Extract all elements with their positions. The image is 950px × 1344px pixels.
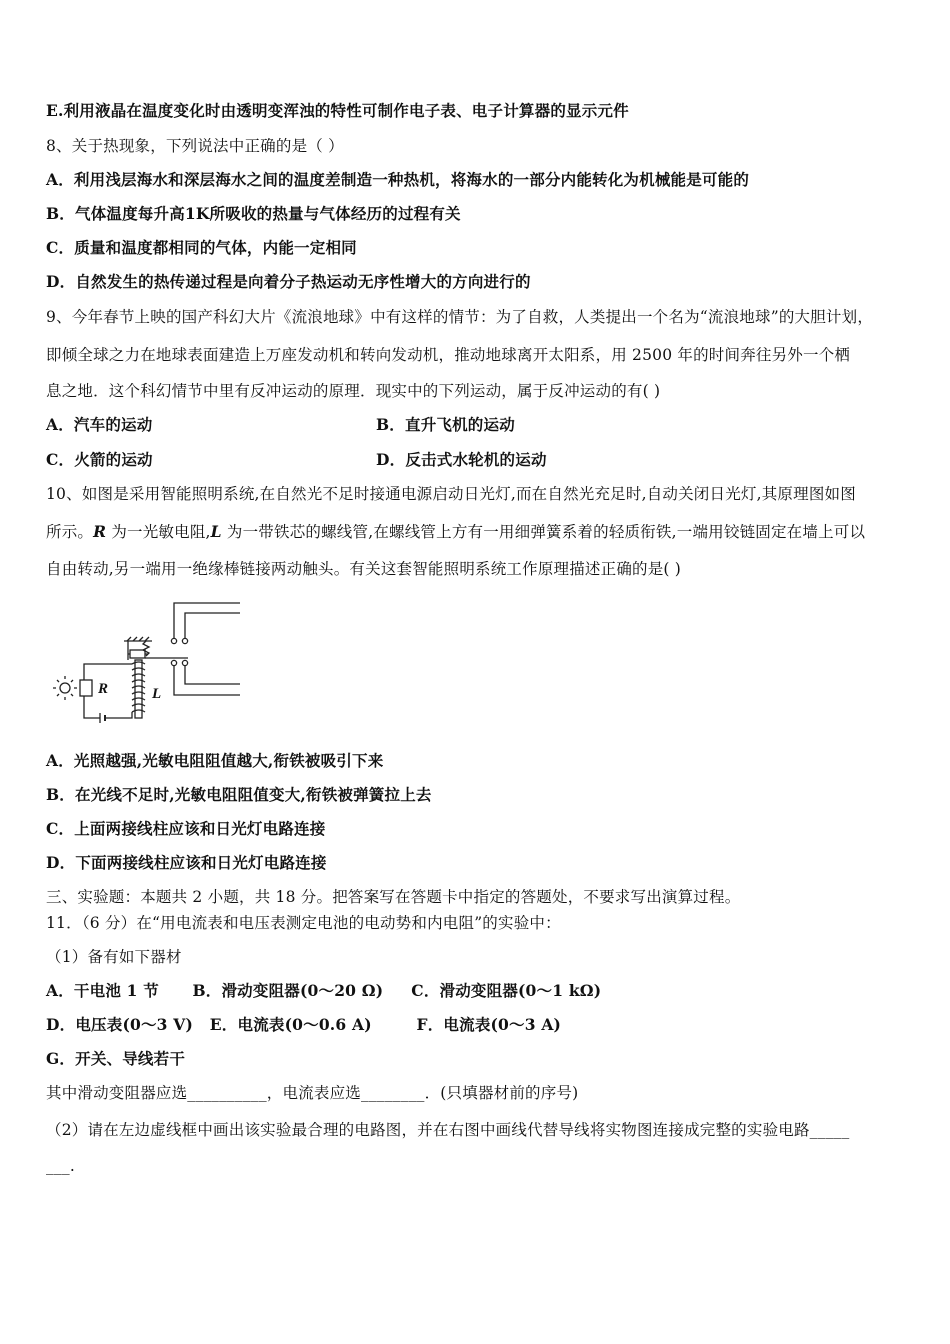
q11-equipment-line2: D．电压表(0～3 V) E．电流表(0～0.6 A) F．电流表(0～3 A): [46, 1015, 562, 1034]
q9-stem-line2: 即倾全球之力在地球表面建造上万座发动机和转向发动机，推动地球离开太阳系，用 2500 年的时间奔往另外一个栖: [46, 346, 851, 364]
q10-stem-line1: 10、如图是采用智能照明系统,在自然光不足时接通电源启动日光灯,而在自然光充足时,自动关闭日光灯,其原理图如图: [46, 485, 856, 503]
lower-contact-right: [182, 660, 187, 665]
control-wire-top: [84, 664, 132, 682]
q8-option-c: C．质量和温度都相同的气体，内能一定相同: [46, 238, 357, 257]
q11-stem: 11．（6 分）在“用电流表和电压表测定电池的电动势和内电阻”的实验中：: [46, 914, 561, 932]
upper-wire-outer: [174, 603, 240, 638]
q10-option-d: D．下面两接线柱应该和日光灯电路连接: [46, 853, 327, 872]
armature: [130, 650, 145, 658]
upper-contact-left: [171, 638, 176, 643]
lower-wire-outer: [174, 666, 240, 695]
q9-stem-line3: 息之地．这个科幻情节中里有反冲运动的原理．现实中的下列运动，属于反冲运动的有( ): [46, 382, 661, 400]
q10-stem-line2-pre: 所示。: [46, 523, 94, 541]
q9-option-b: B．直升飞机的运动: [376, 415, 515, 434]
q11-part1: （1）备有如下器材: [46, 948, 182, 966]
q9-options-row2: [46, 450, 646, 470]
q9-stem-line1: 9、今年春节上映的国产科幻大片《流浪地球》中有这样的情节：为了自救，人类提出一个名为“流浪地球”的大胆计划，: [46, 308, 874, 326]
smart-lighting-circuit-diagram: [48, 600, 248, 725]
upper-wire-inner: [185, 613, 240, 638]
sun-rays-icon: [53, 676, 77, 700]
q10-stem-line2-post: 为一带铁芯的螺线管,在螺线管上方有一用细弹簧系着的轻质衔铁,一端用铰链固定在墙上可以: [221, 523, 866, 541]
q8-stem: 8、关于热现象，下列说法中正确的是（ ）: [46, 137, 344, 155]
diagram-label-r: R: [98, 681, 109, 697]
q7-option-e: E.利用液晶在温度变化时由透明变浑浊的特性可制作电子表、电子计算器的显示元件: [46, 101, 629, 120]
q10-stem-line2: [46, 522, 865, 542]
upper-contact-right: [182, 638, 187, 643]
sun-icon: [60, 683, 70, 693]
q11-part2-line1: （2）请在左边虚线框中画出该实验最合理的电路图，并在右图中画线代替导线将实物图连接成完整的实验电路_____: [46, 1121, 850, 1139]
q9-option-c: C．火箭的运动: [46, 450, 153, 469]
q8-option-b: B．气体温度每升高1K所吸收的热量与气体经历的过程有关: [46, 204, 461, 223]
q11-part2-line2: ___.: [46, 1157, 75, 1175]
diagram-label-l: L: [152, 686, 162, 702]
lower-contact-left: [171, 660, 176, 665]
q8-option-a: A．利用浅层海水和深层海水之间的温度差制造一种热机，将海水的一部分内能转化为机械能是可能的: [46, 170, 750, 189]
q9-options-row1: [46, 415, 646, 435]
photoresistor: [80, 680, 92, 696]
q10-option-b: B．在光线不足时,光敏电阻阻值变大,衔铁被弹簧拉上去: [46, 785, 432, 804]
q9-option-d: D．反击式水轮机的运动: [376, 450, 547, 469]
q9-option-a: A．汽车的运动: [46, 415, 153, 434]
q10-symbol-r: R: [93, 522, 107, 541]
q10-stem-line2-mid: 为一光敏电阻,: [106, 523, 211, 541]
q10-option-a: A．光照越强,光敏电阻阻值越大,衔铁被吸引下来: [46, 751, 384, 770]
q8-option-d: D．自然发生的热传递过程是向着分子热运动无序性增大的方向进行的: [46, 272, 531, 291]
control-wire-bottom: [84, 696, 132, 718]
q11-equipment-line1: A．干电池 1 节 B．滑动变阻器(0～20 Ω) C．滑动变阻器(0～1 kΩ): [46, 981, 602, 1000]
section3-heading: 三、实验题：本题共 2 小题，共 18 分。把答案写在答题卡中指定的答题处，不要求写出演算过程。: [46, 888, 741, 906]
lower-wire-inner: [185, 666, 240, 684]
q11-equipment-line3: G．开关、导线若干: [46, 1049, 186, 1068]
q10-symbol-l: L: [210, 522, 222, 541]
q10-option-c: C．上面两接线柱应该和日光灯电路连接: [46, 819, 326, 838]
q10-stem-line3: 自由转动,另一端用一绝缘棒链接两动触头。有关这套智能照明系统工作原理描述正确的是( ): [46, 560, 682, 578]
q11-fill-line: 其中滑动变阻器应选__________，电流表应选________．(只填器材前的序号): [46, 1084, 579, 1102]
